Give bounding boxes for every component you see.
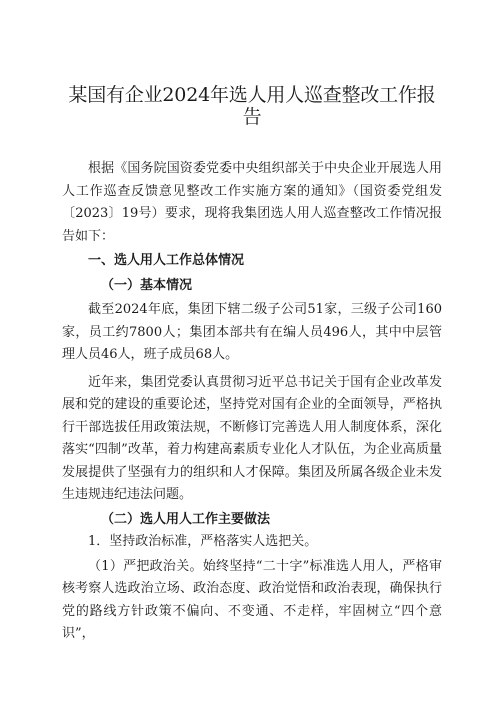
intro-paragraph: 根据《国务院国资委党委中央组织部关于中央企业开展选人用人工作巡查反馈意见整改工作实施方案的通知》（国资委党组发〔2023〕19号）要求，现将我集团选人用人巡查整改工作情况报告如下： <box>62 161 442 244</box>
section-1-heading: 一、选人用人工作总体情况 <box>88 253 245 268</box>
document-body <box>62 158 442 646</box>
item-1-1-paragraph: （1）严把政治关。始终坚持“二十字”标准选人用人，严格审核考察人选政治立场、政治态度、政治觉悟和政治表现，确保执行党的路线方针政策不偏向、不变通、不走样，牢固树立“四个意识”， <box>62 558 442 641</box>
item-1-heading: 1．坚持政治标准，严格落实人选把关。 <box>88 534 318 549</box>
basic-info-paragraph: 截至2024年底，集团下辖二级子公司51家，三级子公司160家，员工约7800人；集团本部共有在编人员496人，其中中层管理人员46人，班子成员68人。 <box>62 302 442 362</box>
section-1-1-heading: （一）基本情况 <box>101 277 193 293</box>
overview-paragraph: 近年来，集团党委认真贯彻习近平总书记关于国有企业改革发展和党的建设的重要论述，坚持党对国有企业的全面领导，严格执行干部选拔任用政策法规，不断修订完善选人用人制度体系，深化落实“四制”改革，着力构建高素质专业化人才队伍，为企业高质量发展提供了坚强有力的组织和人才保障。集团及所属各级企业未发生违规违纪违法问题。 <box>62 374 442 502</box>
section-1-2-heading: （二）选人用人工作主要做法 <box>101 511 271 527</box>
document-title: 某国有企业2024年选人用人巡查整改工作报告 <box>68 84 436 128</box>
